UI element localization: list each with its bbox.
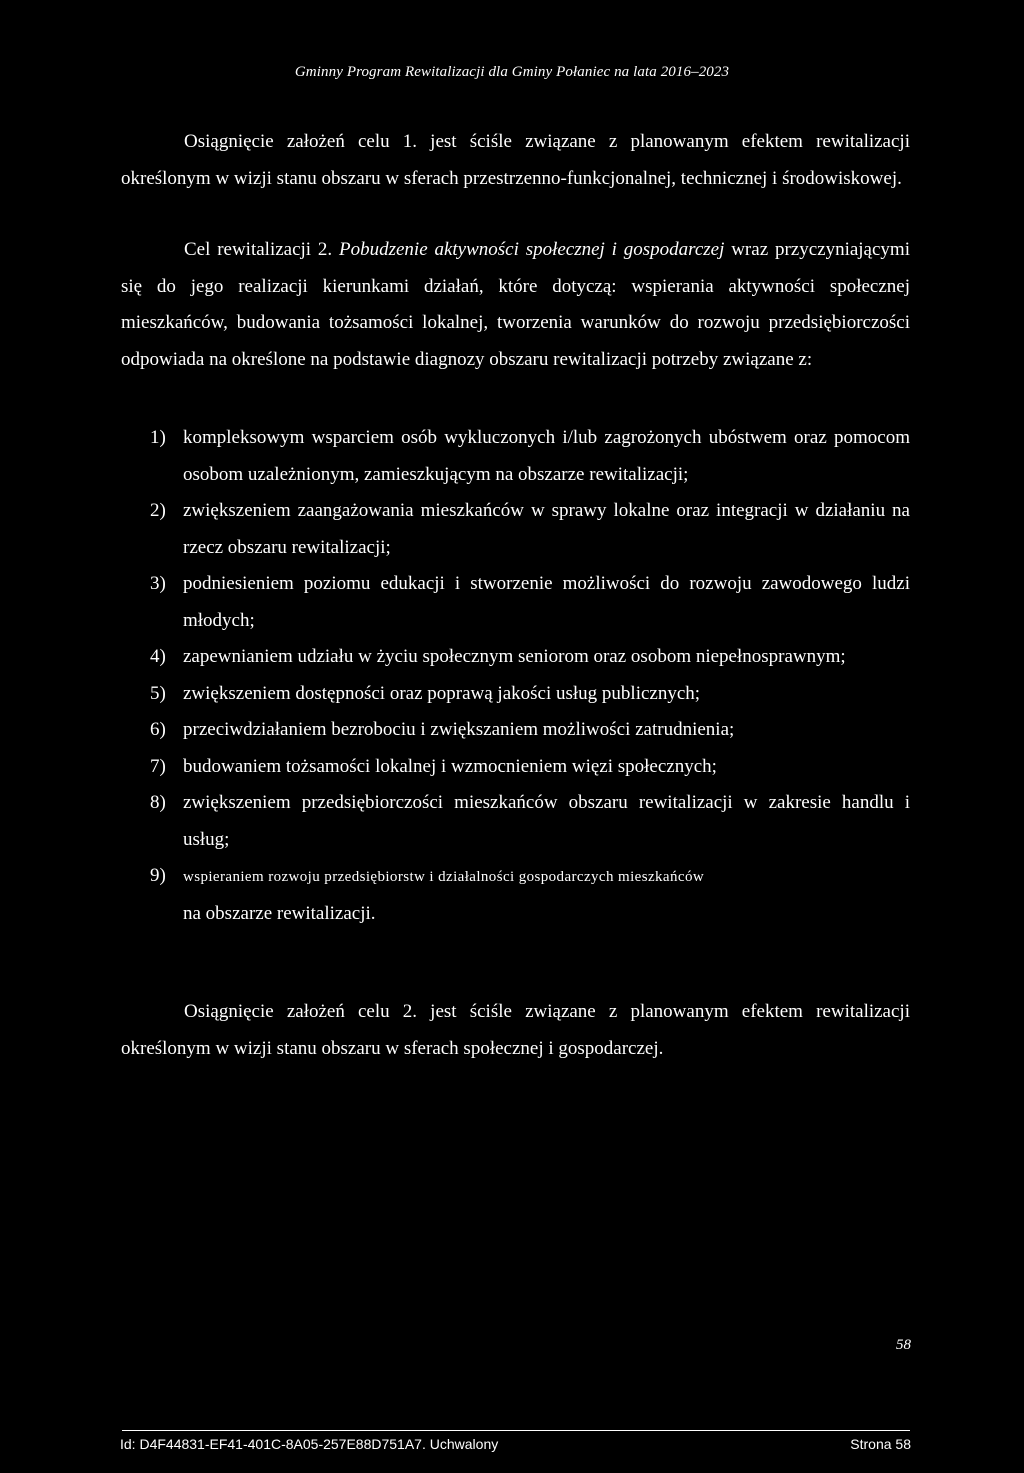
list-item	[150, 712, 910, 749]
list-number: 5)	[150, 682, 166, 704]
paragraph-goal-2	[121, 232, 910, 378]
list-text: budowaniem tożsamości lokalnej i wzmocnieniem więzi społecznych;	[183, 755, 717, 777]
page-number: 58	[896, 1337, 911, 1353]
goal-title: Pobudzenie aktywności społecznej i gospodarczej	[338, 239, 725, 260]
list-text: zwiększeniem zaangażowania mieszkańców w sprawy lokalne oraz integracji w działaniu na rzecz obszaru rewitalizacji;	[183, 500, 910, 558]
list-text: przeciwdziałaniem bezrobociu i zwiększaniem możliwości zatrudnienia;	[183, 719, 735, 740]
list-item	[150, 420, 910, 493]
goal-description: wraz przyczyniającymi się do jego realizacji kierunkami działań, które dotyczą: wspierania aktywności społecznej mieszkańców, budowania tożsamości lokalnej, tworzenia warunków do rozwoju przedsiębiorczości odpowiada na określone na podstawie diagnozy obszaru rewitalizacji potrzeby związane z:	[121, 239, 910, 370]
footer-document-id: Id: D4F44831-EF41-401C-8A05-257E88D751A7. Uchwalony	[120, 1436, 499, 1452]
running-header: Gminny Program Rewitalizacji dla Gminy Połaniec na lata 2016–2023	[294, 64, 730, 80]
list-text: zwiększeniem dostępności oraz poprawą jakości usług publicznych;	[183, 682, 701, 704]
paragraph-text	[121, 232, 910, 378]
list-text: zwiększeniem przedsiębiorczości mieszkańców obszaru rewitalizacji w zakresie handlu i usług;	[183, 792, 910, 850]
list-text-small: wspieraniem rozwoju przedsiębiorstw i działalności gospodarczych mieszkańców	[183, 869, 705, 885]
list-number: 2)	[150, 500, 166, 521]
footer-page-label: Strona 58	[850, 1436, 911, 1452]
list-item	[150, 639, 910, 676]
list-item	[150, 676, 910, 713]
list-item	[150, 785, 910, 858]
paragraph-text: Osiągnięcie założeń celu 2. jest ściśle związane z planowanym efektem rewitalizacji określonym w wizji stanu obszaru w sferach społecznej i gospodarczej.	[121, 1001, 910, 1059]
paragraph-goal-2-summary	[121, 994, 910, 1067]
list-text: na obszarze rewitalizacji.	[183, 902, 376, 924]
list-item	[150, 749, 910, 786]
list-number: 8)	[150, 792, 166, 813]
paragraph-text: Osiągnięcie założeń celu 1. jest ściśle związane z planowanym efektem rewitalizacji określonym w wizji stanu obszaru w sferach przestrzenno-funkcjonalnej, technicznej i środowiskowej.	[121, 131, 910, 189]
list-text: zapewnianiem udziału w życiu społecznym seniorom oraz osobom niepełnosprawnym;	[183, 646, 846, 667]
list-number: 6)	[150, 719, 166, 740]
list-item	[150, 493, 910, 566]
list-number: 3)	[150, 573, 166, 594]
list-text: podniesieniem poziomu edukacji i stworzenie możliwości do rozwoju zawodowego ludzi młodych;	[183, 573, 910, 631]
paragraph-goal-1-summary	[121, 124, 910, 197]
list-item	[150, 858, 910, 932]
list-item	[150, 566, 910, 639]
list-text: kompleksowym wsparciem osób wykluczonych i/lub zagrożonych ubóstwem oraz pomocom osobom uzależnionym, zamieszkującym na obszarze rewitalizacji;	[183, 427, 910, 485]
list-number: 9)	[150, 865, 166, 886]
goal-lead: Cel rewitalizacji 2.	[184, 239, 339, 260]
list-number: 1)	[150, 427, 166, 448]
list-number: 4)	[150, 646, 166, 667]
needs-list	[150, 420, 910, 932]
footer-divider	[122, 1430, 910, 1431]
list-number: 7)	[150, 755, 166, 777]
